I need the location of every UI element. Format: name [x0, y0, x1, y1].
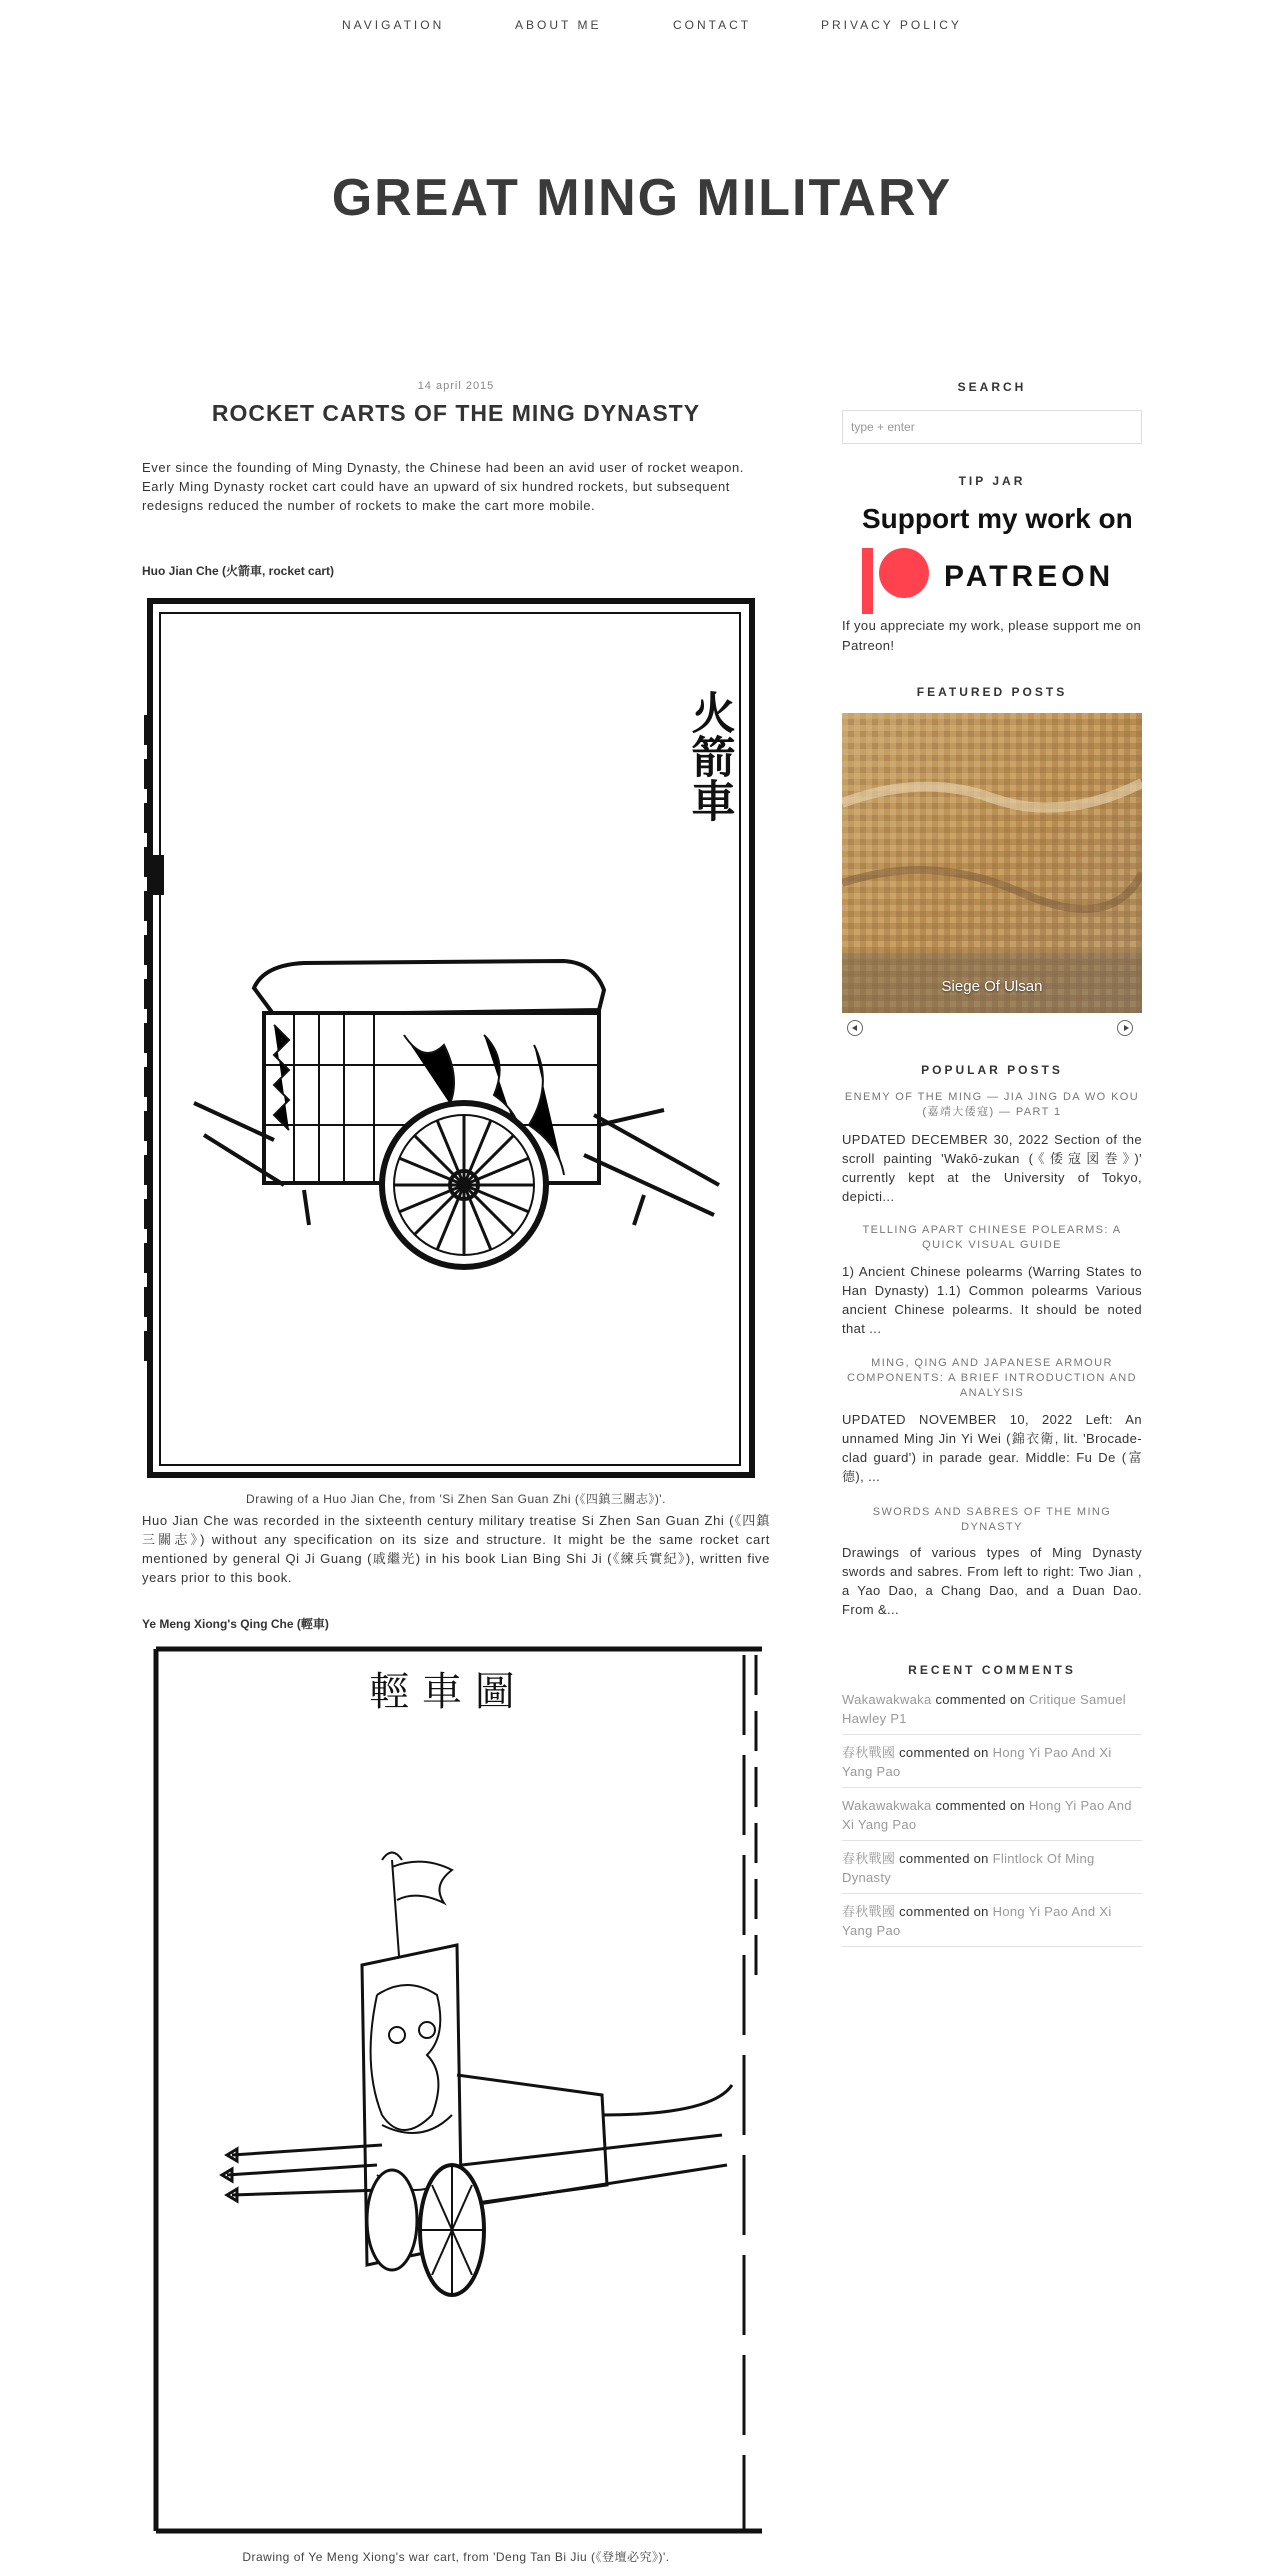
- popular-post-title[interactable]: TELLING APART CHINESE POLEARMS: A QUICK VISUAL GUIDE: [862, 1224, 1122, 1251]
- comment-author[interactable]: Wakawakwaka: [842, 1798, 932, 1813]
- recent-comment: [842, 1796, 1142, 1841]
- comment-verb: commented on: [899, 1745, 989, 1760]
- comment-verb: commented on: [899, 1904, 989, 1919]
- comment-post-link[interactable]: Critique Samuel Hawley P1: [842, 1692, 1126, 1726]
- comment-verb: commented on: [935, 1798, 1026, 1813]
- popular-post-excerpt: UPDATED DECEMBER 30, 2022 Section of the scroll painting 'Wakō-zukan (《倭寇図巻》)' currently kept at the University of Tokyo, depicti...: [842, 1132, 1142, 1204]
- comment-author[interactable]: 春秋戰國: [842, 1745, 896, 1760]
- section-heading-qing-che: Ye Meng Xiong's Qing Che (輕車): [142, 1617, 329, 1631]
- nav-item-contact[interactable]: CONTACT: [673, 18, 752, 32]
- top-navigation: [0, 18, 1284, 38]
- carousel-next-button[interactable]: [1117, 1020, 1133, 1036]
- popular-post-title[interactable]: ENEMY OF THE MING — JIA JING DA WO KOU (嘉靖大倭寇) — PART 1: [844, 1091, 1140, 1118]
- figure-label-rocket-cart: 火箭車: [683, 690, 735, 822]
- featured-post-caption[interactable]: Siege Of Ulsan: [941, 978, 1043, 995]
- recent-comment: [842, 1902, 1142, 1947]
- recent-comment: [842, 1849, 1142, 1894]
- post-title[interactable]: ROCKET CARTS OF THE MING DYNASTY: [211, 400, 701, 426]
- site-title[interactable]: GREAT MING MILITARY: [331, 169, 953, 227]
- comment-author[interactable]: 春秋戰國: [842, 1851, 896, 1866]
- nav-item-navigation[interactable]: NAVIGATION: [342, 18, 445, 32]
- patreon-headline[interactable]: Support my work on: [862, 503, 1133, 534]
- comment-author[interactable]: 春秋戰國: [842, 1904, 896, 1919]
- comment-post-link[interactable]: Hong Yi Pao And Xi Yang Pao: [842, 1745, 1112, 1779]
- huo-jian-che-illustration: [144, 595, 758, 1481]
- featured-post-image[interactable]: [842, 713, 1142, 1013]
- figure-caption-huo-jian-che: Drawing of a Huo Jian Che, from 'Si Zhen San Guan Zhi (《四鎮三關志》)'.: [246, 1492, 666, 1506]
- comment-post-link[interactable]: Hong Yi Pao And Xi Yang Pao: [842, 1798, 1132, 1832]
- recent-comments-title: RECENT COMMENTS: [908, 1663, 1076, 1677]
- huo-jian-che-description: Huo Jian Che was recorded in the sixteenth century military treatise Si Zhen San Guan Zhi (《四鎮三關志》) without any specification on its size and structure. It might be the same rocket cart mentioned by general Qi Ji Guang (戚繼光) in his book Lian Bing Shi Ji (《練兵實紀》), written five years prior to this book.: [142, 1513, 770, 1585]
- popular-post-excerpt: Drawings of various types of Ming Dynasty swords and sabres. From left to right: Two Jian , a Yao Dao, a Chang Dao, and a Duan Dao. From &...: [842, 1545, 1142, 1617]
- patreon-wordmark[interactable]: PATREON: [944, 560, 1115, 593]
- siege-painting-image: [842, 713, 1142, 1013]
- war-cart-drawing: [152, 1645, 766, 2535]
- tip-jar-text: If you appreciate my work, please support me on Patreon!: [842, 618, 1142, 653]
- figure-label-war-cart: 輕 車 圖: [369, 1669, 515, 1715]
- comment-author[interactable]: Wakawakwaka: [842, 1692, 932, 1707]
- comment-verb: commented on: [935, 1692, 1026, 1707]
- comment-verb: commented on: [899, 1851, 989, 1866]
- search-input[interactable]: [842, 410, 1142, 444]
- tip-jar-title: TIP JAR: [958, 474, 1026, 488]
- featured-posts-title: FEATURED POSTS: [916, 685, 1068, 699]
- rocket-cart-drawing: [144, 595, 758, 1481]
- search-widget-title: SEARCH: [957, 380, 1027, 394]
- popular-posts-title: POPULAR POSTS: [921, 1063, 1063, 1077]
- comment-post-link[interactable]: Hong Yi Pao And Xi Yang Pao: [842, 1904, 1112, 1938]
- recent-comment: [842, 1690, 1142, 1735]
- figure-caption-qing-che: Drawing of Ye Meng Xiong's war cart, from 'Deng Tan Bi Jiu (《登壇必究》)'.: [242, 2550, 670, 2564]
- comment-post-link[interactable]: Flintlock Of Ming Dynasty: [842, 1851, 1095, 1885]
- popular-post-excerpt: UPDATED NOVEMBER 10, 2022 Left: An unnamed Ming Jin Yi Wei (錦衣衛, lit. 'Brocade-clad guard') in parade gear. Middle: Fu De (富德), ...: [842, 1412, 1142, 1484]
- popular-post-title[interactable]: MING, QING AND JAPANESE ARMOUR COMPONENTS: A BRIEF INTRODUCTION AND ANALYSIS: [847, 1357, 1137, 1399]
- post-date: 14 april 2015: [417, 380, 495, 392]
- qing-che-illustration: [152, 1645, 766, 2535]
- recent-comment: [842, 1743, 1142, 1788]
- nav-item-about-me[interactable]: ABOUT ME: [515, 18, 602, 32]
- popular-post-title[interactable]: SWORDS AND SABRES OF THE MING DYNASTY: [872, 1506, 1112, 1533]
- section-heading-huo-jian-che: Huo Jian Che (火箭車, rocket cart): [142, 564, 335, 578]
- carousel-prev-button[interactable]: [847, 1020, 863, 1036]
- post-intro: Ever since the founding of Ming Dynasty, the Chinese had been an avid user of rocket weapon. Early Ming Dynasty rocket cart could have an upward of six hundred rockets, but subsequent redesigns reduced the number of rockets to make the cart more mobile.: [142, 460, 745, 513]
- nav-item-privacy-policy[interactable]: PRIVACY POLICY: [821, 18, 962, 32]
- popular-post-excerpt: 1) Ancient Chinese polearms (Warring States to Han Dynasty) 1.1) Common polearms Various ancient Chinese polearms. It should be noted that ...: [842, 1264, 1142, 1336]
